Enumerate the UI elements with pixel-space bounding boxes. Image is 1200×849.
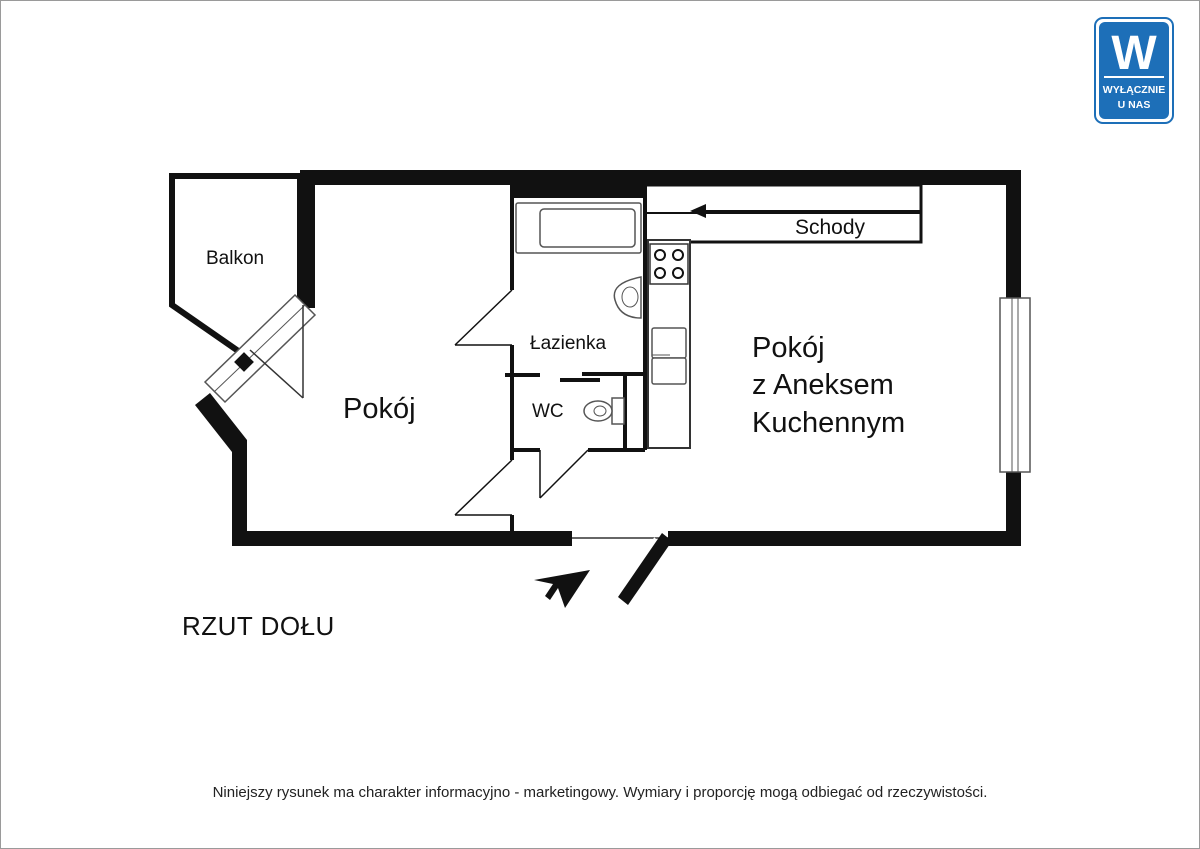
stairs xyxy=(645,185,921,242)
right-room-label-line2: z Aneksem xyxy=(752,369,894,401)
wc-label: WC xyxy=(532,401,564,422)
right-window xyxy=(1000,298,1030,472)
logo-line2: U NAS xyxy=(1117,99,1151,111)
disclaimer: Niniejszy rysunek ma charakter informacyjno - marketingowy. Wymiary i proporcję mogą odbiegać od rzeczywistości. xyxy=(212,784,988,801)
entrance-door xyxy=(572,533,672,605)
bathtub xyxy=(516,203,641,253)
left-diagonal-wall xyxy=(195,393,247,452)
entrance-arrow-icon xyxy=(534,570,590,608)
right-room-label-line3: Kuchennym xyxy=(752,407,906,439)
stairs-label: Schody xyxy=(795,216,866,239)
bathroom-label: Łazienka xyxy=(530,333,607,354)
logo-line1: WYŁĄCZNIE xyxy=(1102,84,1166,96)
toilet xyxy=(584,398,624,424)
bathroom-sink xyxy=(614,277,641,318)
right-room-label-line1: Pokój xyxy=(752,332,825,364)
kitchen-counter xyxy=(648,240,690,448)
plan-title: RZUT DOŁU xyxy=(182,611,335,641)
left-room-label: Pokój xyxy=(343,393,416,425)
logo-letter: W xyxy=(1111,27,1157,80)
balcony-label: Balkon xyxy=(206,248,265,269)
logo xyxy=(1094,17,1174,124)
balcony-door xyxy=(205,295,315,402)
